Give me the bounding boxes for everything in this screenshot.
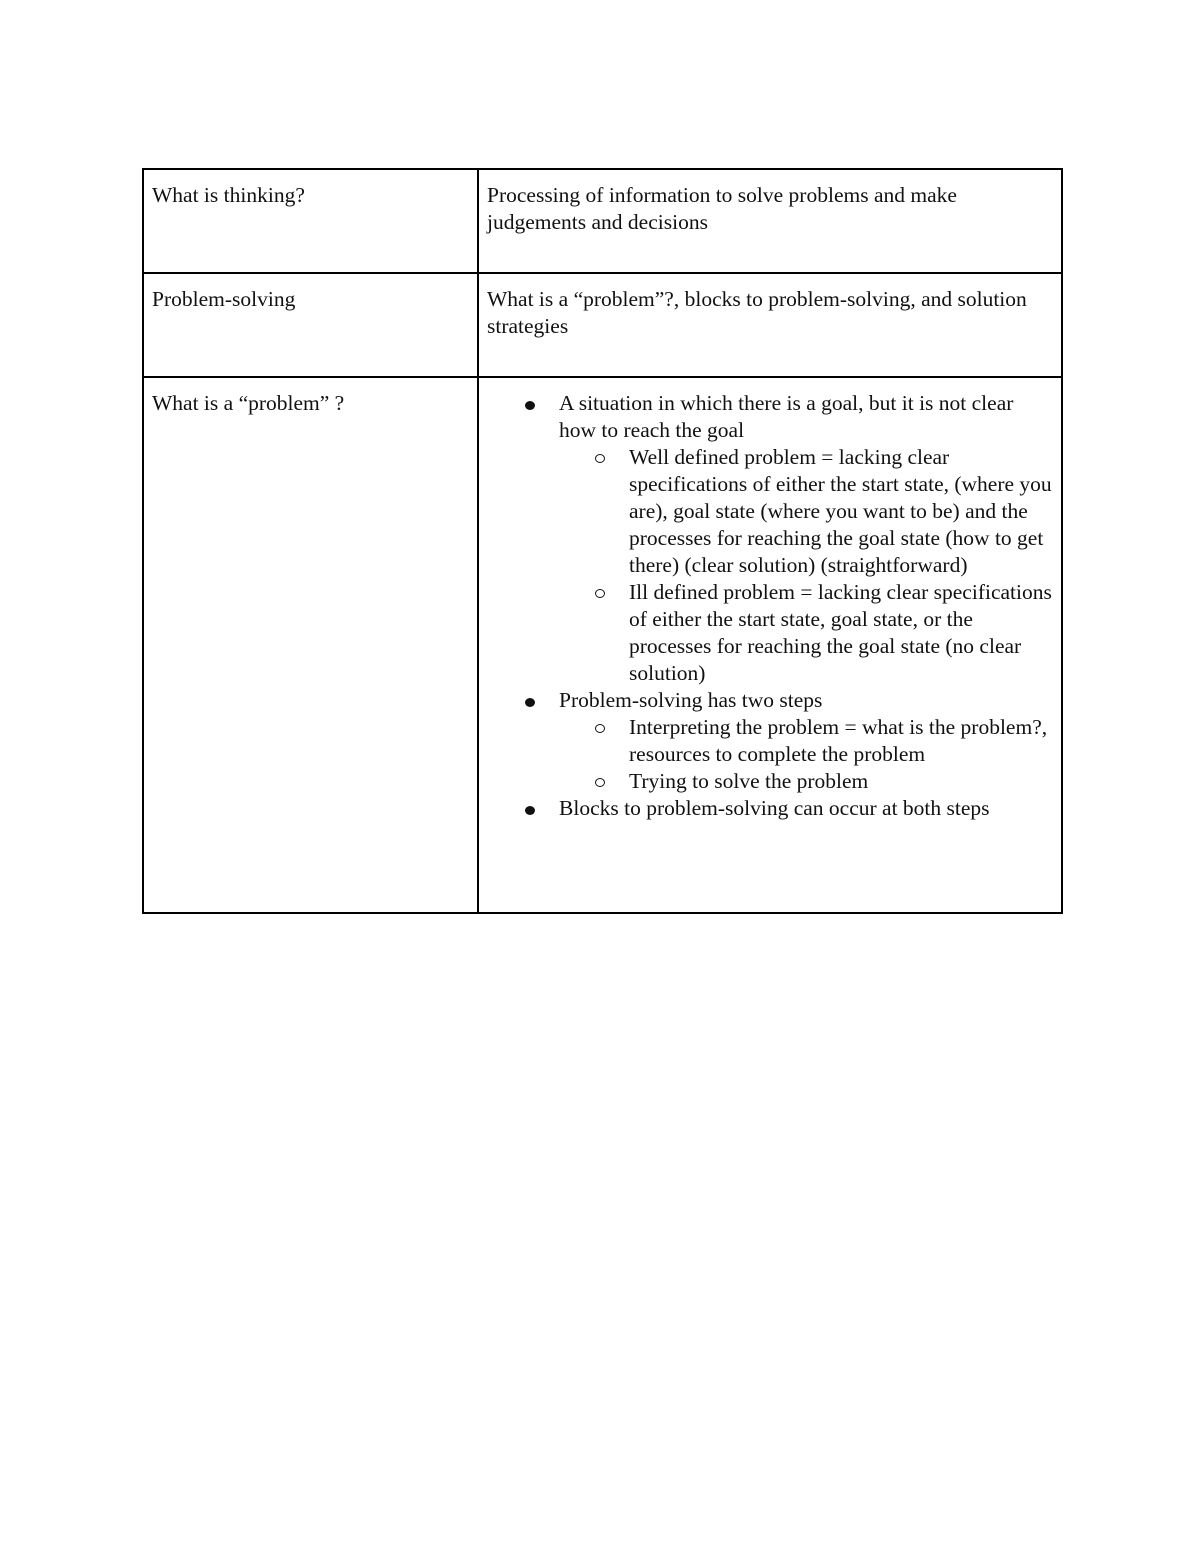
- list-item: [559, 795, 1053, 822]
- hollow-circle-bullet-icon: [595, 778, 605, 787]
- sub-bullet-list: [559, 444, 1053, 687]
- notes-table: [142, 168, 1063, 914]
- sub-list-item: [629, 579, 1053, 687]
- sub-list-item-text: Interpreting the problem = what is the problem?, resources to complete the problem: [629, 715, 1048, 766]
- term-text: What is a “problem” ?: [152, 391, 345, 415]
- sub-list-item-text: Trying to solve the problem: [629, 769, 869, 793]
- definition-cell: [478, 377, 1062, 913]
- table-row: [143, 377, 1062, 913]
- definition-text: Processing of information to solve problems and make judgements and decisions: [487, 183, 957, 234]
- list-item: [559, 687, 1053, 795]
- sub-list-item-text: Well defined problem = lacking clear specifications of either the start state, (where you are), goal state (where you want to be) and the processes for reaching the goal state (how to get there) (clear solution) (straightforward): [629, 445, 1052, 577]
- term-text: Problem-solving: [152, 287, 296, 311]
- definition-cell: [478, 273, 1062, 377]
- bullet-list: [487, 390, 1053, 822]
- list-item-text: A situation in which there is a goal, but it is not clear how to reach the goal: [559, 391, 1014, 442]
- filled-circle-bullet-icon: [525, 698, 535, 707]
- sub-list-item: [629, 768, 1053, 795]
- hollow-circle-bullet-icon: [595, 589, 605, 598]
- term-cell: [143, 273, 478, 377]
- filled-circle-bullet-icon: [525, 806, 535, 815]
- sub-list-item: [629, 714, 1053, 768]
- term-text: What is thinking?: [152, 183, 305, 207]
- term-cell: [143, 377, 478, 913]
- hollow-circle-bullet-icon: [595, 724, 605, 733]
- sub-list-item-text: Ill defined problem = lacking clear specifications of either the start state, goal state, or the processes for reaching the goal state (no clear solution): [629, 580, 1052, 685]
- list-item: [559, 390, 1053, 687]
- table-row: [143, 169, 1062, 273]
- definition-cell: [478, 169, 1062, 273]
- list-item-text: Problem-solving has two steps: [559, 688, 823, 712]
- table-row: [143, 273, 1062, 377]
- filled-circle-bullet-icon: [525, 401, 535, 410]
- sub-list-item: [629, 444, 1053, 579]
- hollow-circle-bullet-icon: [595, 454, 605, 463]
- term-cell: [143, 169, 478, 273]
- list-item-text: Blocks to problem-solving can occur at both steps: [559, 796, 990, 820]
- definition-text: What is a “problem”?, blocks to problem-solving, and solution strategies: [487, 287, 1027, 338]
- sub-bullet-list: [559, 714, 1053, 795]
